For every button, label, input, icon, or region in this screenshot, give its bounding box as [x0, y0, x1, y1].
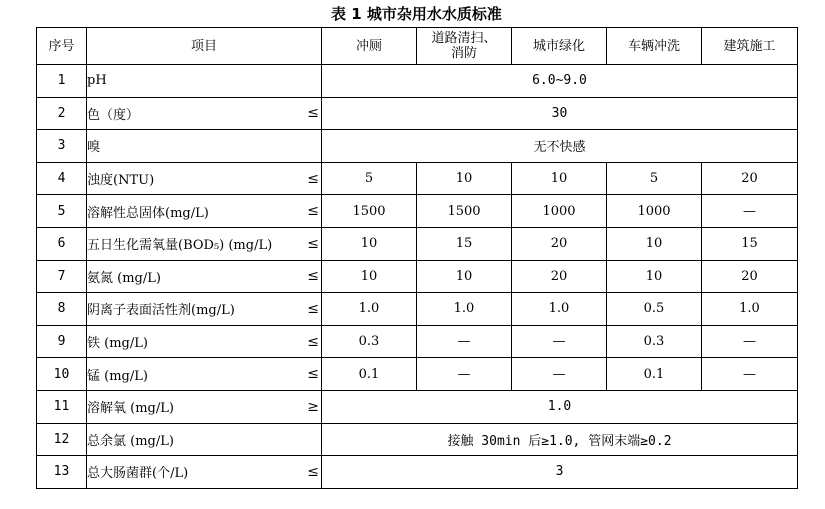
value-cell: 0.3	[322, 325, 417, 358]
item-name: 阴离子表面活性剂(mg/L)	[87, 303, 235, 319]
item-wrap	[87, 430, 321, 449]
item-wrap	[87, 104, 321, 123]
item-cell	[87, 358, 322, 391]
item-wrap	[87, 234, 321, 253]
value-cell: 1500	[322, 195, 417, 228]
table-row	[37, 227, 798, 260]
value-cell: 20	[702, 260, 798, 293]
table-row	[37, 293, 798, 326]
value-cell: —	[417, 358, 512, 391]
table-row	[37, 162, 798, 195]
value-cell: 1500	[417, 195, 512, 228]
value-cell: 10	[322, 260, 417, 293]
value-cell: 5	[607, 162, 702, 195]
row-number: 6	[37, 227, 87, 260]
limit-operator: ≤	[307, 268, 319, 285]
header-row	[37, 28, 798, 65]
item-name: 锰 (mg/L)	[87, 368, 148, 384]
table-row	[37, 97, 798, 130]
item-wrap	[87, 462, 321, 481]
merged-value-cell: 30	[322, 97, 798, 130]
item-wrap	[87, 202, 321, 221]
value-cell: 10	[607, 227, 702, 260]
row-number: 7	[37, 260, 87, 293]
merged-value-cell: 3	[322, 456, 798, 489]
value-cell: —	[512, 358, 607, 391]
item-cell	[87, 162, 322, 195]
item-wrap	[87, 136, 321, 155]
merged-value-cell: 接触 30min 后≥1.0, 管网末端≥0.2	[322, 423, 798, 456]
row-number: 10	[37, 358, 87, 391]
item-name: 氨氮 (mg/L)	[87, 270, 161, 286]
header-no: 序号	[37, 28, 87, 65]
row-number: 12	[37, 423, 87, 456]
row-number: 3	[37, 130, 87, 163]
value-cell: 10	[417, 162, 512, 195]
item-name: 总大肠菌群(个/L)	[87, 466, 189, 482]
limit-operator: ≥	[307, 398, 319, 415]
header-item: 项目	[87, 28, 322, 65]
item-name: 总余氯 (mg/L)	[87, 433, 174, 449]
item-cell	[87, 456, 322, 489]
value-cell: 20	[512, 227, 607, 260]
table-body	[37, 65, 798, 489]
item-cell	[87, 260, 322, 293]
value-cell: 1.0	[417, 293, 512, 326]
merged-value-cell: 1.0	[322, 390, 798, 423]
item-wrap	[87, 73, 321, 88]
value-cell: 0.5	[607, 293, 702, 326]
table-title: 表 1 城市杂用水水质标准	[331, 5, 502, 23]
table-row	[37, 260, 798, 293]
item-wrap	[87, 397, 321, 416]
item-cell	[87, 390, 322, 423]
item-wrap	[87, 365, 321, 384]
value-cell: —	[512, 325, 607, 358]
row-number: 13	[37, 456, 87, 489]
limit-operator: ≤	[307, 235, 319, 252]
table-row	[37, 65, 798, 98]
item-name: 色（度）	[87, 107, 140, 123]
item-cell	[87, 423, 322, 456]
item-name: 溶解性总固体(mg/L)	[87, 205, 209, 221]
value-cell: 1.0	[702, 293, 798, 326]
value-cell: 0.1	[322, 358, 417, 391]
header-vehicle-washing: 车辆冲洗	[607, 28, 702, 65]
row-number: 1	[37, 65, 87, 98]
item-cell	[87, 227, 322, 260]
item-wrap	[87, 267, 321, 286]
item-name: 浊度(NTU)	[87, 173, 155, 189]
value-cell: 10	[322, 227, 417, 260]
value-cell: 1000	[512, 195, 607, 228]
value-cell: 15	[702, 227, 798, 260]
water-quality-table	[36, 27, 798, 489]
value-cell: 1000	[607, 195, 702, 228]
row-number: 4	[37, 162, 87, 195]
table-row	[37, 423, 798, 456]
limit-operator: ≤	[307, 300, 319, 317]
header-construction: 建筑施工	[702, 28, 798, 65]
item-name: 溶解氧 (mg/L)	[87, 401, 174, 417]
table-row	[37, 390, 798, 423]
row-number: 2	[37, 97, 87, 130]
value-cell: —	[702, 195, 798, 228]
item-name: 铁 (mg/L)	[87, 336, 148, 352]
item-cell	[87, 293, 322, 326]
row-number: 9	[37, 325, 87, 358]
value-cell: 5	[322, 162, 417, 195]
header-road-cleaning: 道路清扫、 消防	[417, 28, 512, 65]
header-urban-greening: 城市绿化	[512, 28, 607, 65]
value-cell: —	[702, 325, 798, 358]
item-name: 嗅	[87, 140, 101, 156]
table-row	[37, 358, 798, 391]
header-toilet-flushing: 冲厕	[322, 28, 417, 65]
value-cell: 1.0	[512, 293, 607, 326]
value-cell: —	[702, 358, 798, 391]
limit-operator: ≤	[307, 366, 319, 383]
limit-operator: ≤	[307, 170, 319, 187]
table-row	[37, 195, 798, 228]
merged-value-cell: 6.0~9.0	[322, 65, 798, 98]
table-row	[37, 130, 798, 163]
value-cell: 15	[417, 227, 512, 260]
limit-operator: ≤	[307, 333, 319, 350]
value-cell: 0.1	[607, 358, 702, 391]
item-cell	[87, 97, 322, 130]
value-cell: 10	[512, 162, 607, 195]
table-row	[37, 456, 798, 489]
item-cell	[87, 130, 322, 163]
item-cell	[87, 65, 322, 98]
value-cell: 1.0	[322, 293, 417, 326]
value-cell: 0.3	[607, 325, 702, 358]
value-cell: 20	[512, 260, 607, 293]
item-wrap	[87, 299, 321, 318]
item-wrap	[87, 169, 321, 188]
limit-operator: ≤	[307, 463, 319, 480]
item-name: pH	[87, 73, 107, 89]
table-header	[37, 28, 798, 65]
limit-operator: ≤	[307, 203, 319, 220]
limit-operator: ≤	[307, 105, 319, 122]
merged-value-cell: 无不快感	[322, 130, 798, 163]
row-number: 8	[37, 293, 87, 326]
value-cell: 10	[607, 260, 702, 293]
value-cell: 20	[702, 162, 798, 195]
value-cell: —	[417, 325, 512, 358]
table-row	[37, 325, 798, 358]
row-number: 5	[37, 195, 87, 228]
item-wrap	[87, 332, 321, 351]
item-cell	[87, 325, 322, 358]
item-name: 五日生化需氧量(BOD₅) (mg/L)	[87, 238, 273, 254]
item-cell	[87, 195, 322, 228]
value-cell: 10	[417, 260, 512, 293]
row-number: 11	[37, 390, 87, 423]
